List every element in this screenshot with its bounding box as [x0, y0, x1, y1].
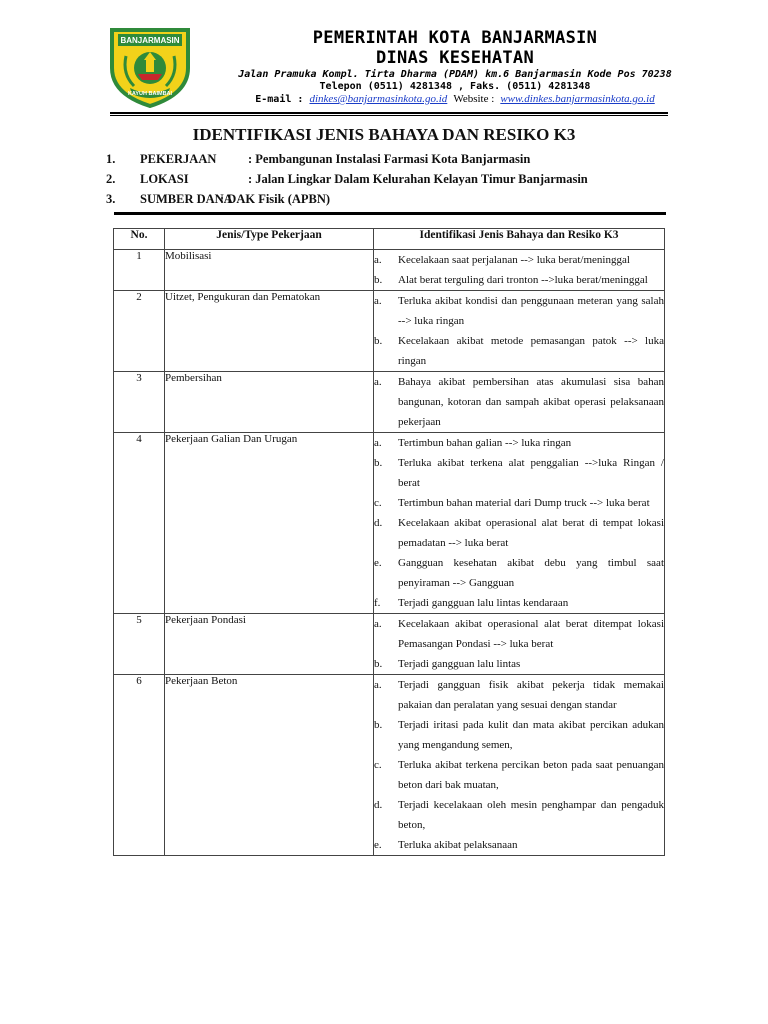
hazard-item-letter: b. — [374, 335, 383, 347]
table-header-row — [114, 229, 665, 250]
hazard-item-text: Terjadi gangguan lalu lintas — [398, 658, 521, 670]
hazard-item-text: Kecelakaan saat perjalanan --> luka berat/meninggal — [398, 254, 630, 266]
hazard-item-letter: b. — [374, 719, 383, 731]
hazard-item-text: Terjadi gangguan lalu lintas kendaraan — [398, 597, 569, 609]
hazard-list-cell — [374, 433, 665, 614]
info-key: SUMBER DANA — [140, 192, 233, 206]
logo-text-top: BANJARMASIN — [120, 36, 180, 45]
table-row — [114, 614, 665, 675]
row-number: 4 — [114, 433, 165, 614]
hazard-item — [374, 453, 664, 493]
column-header-no: No. — [114, 229, 165, 250]
hazard-item — [374, 553, 664, 593]
hazard-item-letter: a. — [374, 679, 382, 691]
hazard-item-letter: c. — [374, 497, 382, 509]
hazard-list-cell — [374, 250, 665, 291]
hazard-item-text: Terluka akibat pelaksanaan — [398, 839, 518, 851]
document-title: IDENTIFIKASI JENIS BAHAYA DAN RESIKO K3 — [192, 125, 576, 144]
info-value: : DAK Fisik (APBN) — [220, 192, 331, 206]
hazard-list-cell — [374, 675, 665, 856]
info-value: : Jalan Lingkar Dalam Kelurahan Kelayan Timur Banjarmasin — [248, 172, 588, 186]
hazard-item-letter: e. — [374, 839, 382, 851]
column-header-hazard: Identifikasi Jenis Bahaya dan Resiko K3 — [374, 229, 665, 250]
job-type-cell: Pekerjaan Beton — [165, 675, 374, 856]
hazard-item-text: Bahaya akibat pembersihan atas akumulasi sisa bahan bangunan, kotoran dan sampah akibat operasi pelaksanaan pekerjaan — [398, 376, 664, 428]
hazard-item-text: Terjadi gangguan fisik akibat pekerja tidak memakai pakaian dan peralatan yang sesuai dengan standar — [398, 679, 664, 711]
hazard-item — [374, 433, 664, 453]
info-number: 1. — [106, 152, 116, 166]
hazard-item-text: Tertimbun bahan galian --> luka ringan — [398, 437, 572, 449]
hazard-item-text: Tertimbun bahan material dari Dump truck --> luka berat — [398, 497, 650, 509]
hazard-item-text: Kecelakaan akibat operasional alat berat ditempat lokasi Pemasangan Pondasi --> luka berat — [398, 618, 664, 650]
hazard-item — [374, 331, 664, 371]
logo-text-bottom: KAYUH BAIMBAI — [127, 91, 173, 97]
website-link[interactable]: www.dinkes.banjarmasinkota.go.id — [500, 93, 655, 105]
row-number: 3 — [114, 372, 165, 433]
hazard-item-text: Terjadi iritasi pada kulit dan mata akibat percikan adukan yang mengandung semen, — [398, 719, 664, 751]
hazard-item — [374, 270, 664, 290]
table-row — [114, 675, 665, 856]
hazard-item — [374, 654, 664, 674]
hazard-item — [374, 513, 664, 553]
website-label: Website : — [453, 93, 495, 105]
hazard-item — [374, 372, 664, 432]
hazard-item — [374, 614, 664, 654]
hazard-item — [374, 593, 664, 613]
hazard-item-letter: b. — [374, 658, 383, 670]
job-type-cell: Pekerjaan Pondasi — [165, 614, 374, 675]
table-row — [114, 291, 665, 372]
hazard-item-text: Terluka akibat terkena alat penggalian -->luka Ringan / berat — [398, 457, 664, 489]
hazard-item — [374, 795, 664, 835]
hazard-risk-table — [113, 228, 665, 856]
table-body — [114, 250, 665, 856]
job-type-cell: Pembersihan — [165, 372, 374, 433]
hazard-item — [374, 291, 664, 331]
hazard-item-letter: e. — [374, 557, 382, 569]
row-number: 5 — [114, 614, 165, 675]
hazard-item-letter: c. — [374, 759, 382, 771]
hazard-list-cell — [374, 614, 665, 675]
hazard-item-letter: a. — [374, 376, 382, 388]
hazard-item-letter: b. — [374, 457, 383, 469]
hazard-item-text: Kecelakaan akibat operasional alat berat di tempat lokasi pemadatan --> luka berat — [398, 517, 664, 549]
hazard-item — [374, 715, 664, 755]
hazard-item-letter: d. — [374, 517, 383, 529]
banjarmasin-emblem-logo — [104, 24, 196, 108]
government-name: PEMERINTAH KOTA BANJARMASIN — [312, 28, 598, 48]
hazard-list-cell — [374, 291, 665, 372]
hazard-item — [374, 675, 664, 715]
job-type-cell: Uitzet, Pengukuran dan Pematokan — [165, 291, 374, 372]
hazard-item-letter: a. — [374, 254, 382, 266]
row-number: 2 — [114, 291, 165, 372]
info-key: PEKERJAAN — [140, 152, 217, 166]
table-row — [114, 250, 665, 291]
address-line: Jalan Pramuka Kompl. Tirta Dharma (PDAM) km.6 Banjarmasin Kode Pos 70238 — [238, 69, 672, 80]
row-number: 1 — [114, 250, 165, 291]
table-row — [114, 433, 665, 614]
contact-line — [205, 93, 705, 105]
info-key: LOKASI — [140, 172, 189, 186]
info-number: 3. — [106, 192, 116, 206]
hazard-item-text: Gangguan kesehatan akibat debu yang timbul saat penyiraman --> Gangguan — [398, 557, 664, 589]
hazard-item-text: Terjadi kecelakaan oleh mesin penghampar dan pengaduk beton, — [398, 799, 664, 831]
hazard-item-text: Alat berat terguling dari tronton -->luka berat/meninggal — [398, 274, 648, 286]
job-type-cell: Mobilisasi — [165, 250, 374, 291]
hazard-item-letter: f. — [374, 597, 381, 609]
hazard-item — [374, 755, 664, 795]
hazard-item-letter: a. — [374, 618, 382, 630]
column-header-job-type: Jenis/Type Pekerjaan — [165, 229, 374, 250]
hazard-item-letter: d. — [374, 799, 383, 811]
hazard-item-letter: b. — [374, 274, 383, 286]
hazard-item-letter: a. — [374, 295, 382, 307]
letterhead-divider-thin — [110, 115, 668, 116]
job-type-cell: Pekerjaan Galian Dan Urugan — [165, 433, 374, 614]
hazard-item — [374, 250, 664, 270]
row-number: 6 — [114, 675, 165, 856]
department-name: DINAS KESEHATAN — [375, 48, 535, 68]
hazard-item — [374, 493, 664, 513]
hazard-item-text: Terluka akibat terkena percikan beton pada saat penuangan beton dari bak muatan, — [398, 759, 664, 791]
phone-line: Telepon (0511) 4281348 , Faks. (0511) 4281348 — [319, 81, 591, 92]
letterhead-divider-thick — [110, 112, 668, 114]
email-label: E-mail : — [255, 94, 304, 105]
hazard-item-text: Kecelakaan akibat metode pemasangan patok --> luka ringan — [398, 335, 664, 367]
info-value: : Pembangunan Instalasi Farmasi Kota Banjarmasin — [248, 152, 531, 166]
table-row — [114, 372, 665, 433]
hazard-item-text: Terluka akibat kondisi dan penggunaan meteran yang salah --> luka ringan — [398, 295, 664, 327]
hazard-item-letter: a. — [374, 437, 382, 449]
hazard-item — [374, 835, 664, 855]
hazard-list-cell — [374, 372, 665, 433]
info-number: 2. — [106, 172, 116, 186]
info-divider — [114, 212, 666, 215]
email-link[interactable]: dinkes@banjarmasinkota.go.id — [309, 93, 448, 105]
